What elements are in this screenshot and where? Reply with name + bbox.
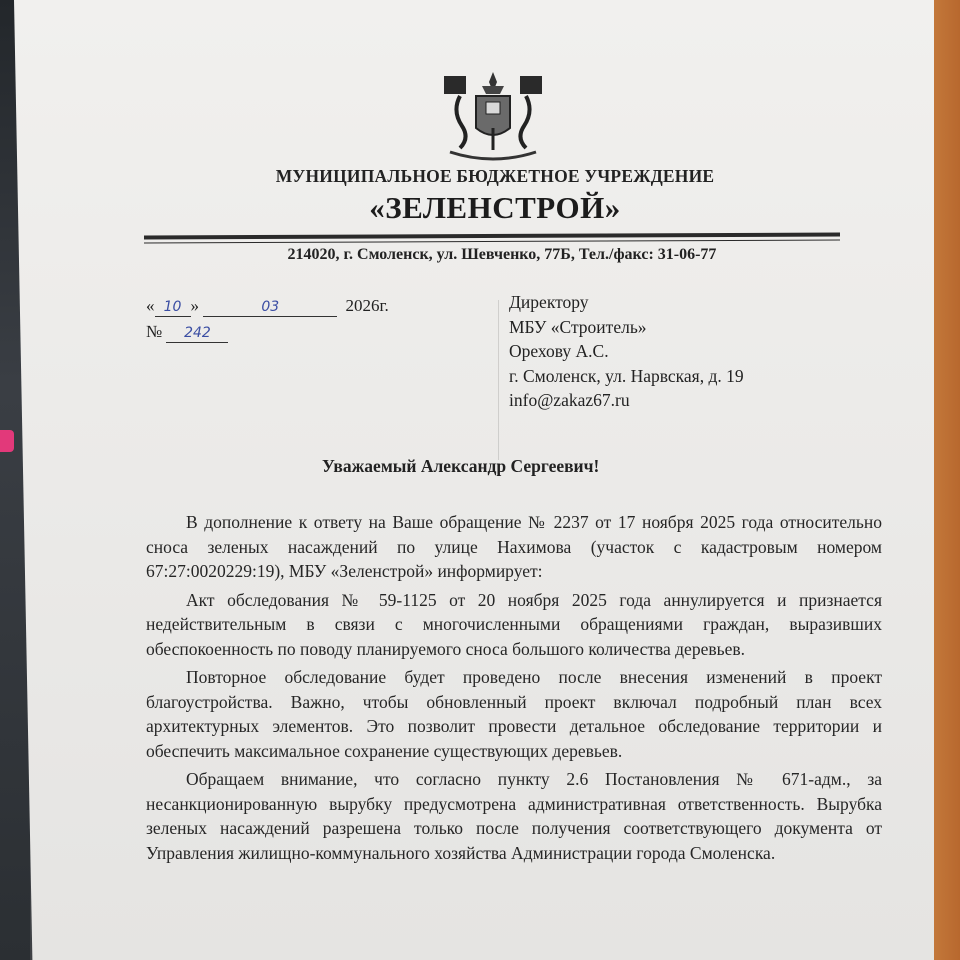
body-paragraph-2: Акт обследования № 59-1125 от 20 ноября 2025 года аннулируется и признается недействительным в связи с многочисленными обращениями граждан, выразивших обеспокоенность по поводу планируемого сноса большого количества деревьев. — [146, 589, 882, 659]
date-year: 2026г. — [345, 296, 389, 315]
letter-body — [146, 510, 882, 869]
greeting: Уважаемый Александр Сергеевич! — [322, 456, 600, 476]
paper-fold — [498, 300, 499, 460]
date-month: 03 — [261, 299, 280, 315]
number-label: № — [146, 322, 163, 341]
body-paragraph-4: Обращаем внимание, что согласно пункту 2.6 Постановления № 671-адм., за несанкционированную вырубку предусмотрена административная ответственность. Вырубка зеленых насаждений разрешена только после получения соответствующего документа от Управления жилищно-коммунального хозяйства Администрации города Смоленска. — [146, 769, 882, 863]
date-line — [146, 296, 389, 317]
number-line — [146, 322, 228, 343]
date-quote-close: » — [190, 296, 199, 315]
body-paragraph-1: В дополнение к ответу на Ваше обращение № 2237 от 17 ноября 2025 года относительно сноса зеленых насаждений по улице Нахимова (участок с кадастровым номером 67:27:0020229:19), МБУ «Зеленстрой» информирует: — [146, 512, 882, 581]
recipient-position: Директору — [509, 292, 589, 312]
document-number: 242 — [184, 325, 211, 341]
organization-address: 214020, г. Смоленск, ул. Шевченко, 77Б, Тел./факс: 31-06-77 — [287, 246, 717, 263]
date-quote-open: « — [146, 296, 155, 315]
recipient-name: Орехову А.С. — [509, 341, 609, 361]
date-day: 10 — [163, 299, 182, 315]
recipient-email: info@zakaz67.ru — [509, 390, 630, 410]
recipient-organization: МБУ «Строитель» — [509, 316, 647, 337]
coat-of-arms-icon — [442, 66, 544, 168]
recipient-block — [509, 290, 744, 413]
number-field — [166, 322, 228, 343]
organization-type: МУНИЦИПАЛЬНОЕ БЮДЖЕТНОЕ УЧРЕЖДЕНИЕ — [275, 166, 715, 186]
organization-title: «ЗЕЛЕНСТРОЙ» — [369, 190, 621, 225]
body-paragraph-3: Повторное обследование будет проведено после внесения изменений в проект благоустройства. Важно, чтобы обновленный проект включал подробный план всех архитектурных элементов. Это позволит провести детальное обследование территории и обеспечить максимальное сохранение существующих деревьев. — [146, 667, 882, 761]
recipient-address: г. Смоленск, ул. Нарвская, д. 19 — [509, 365, 744, 386]
date-month-field — [203, 296, 337, 317]
pink-marker — [0, 430, 14, 452]
date-day-field — [155, 296, 191, 317]
